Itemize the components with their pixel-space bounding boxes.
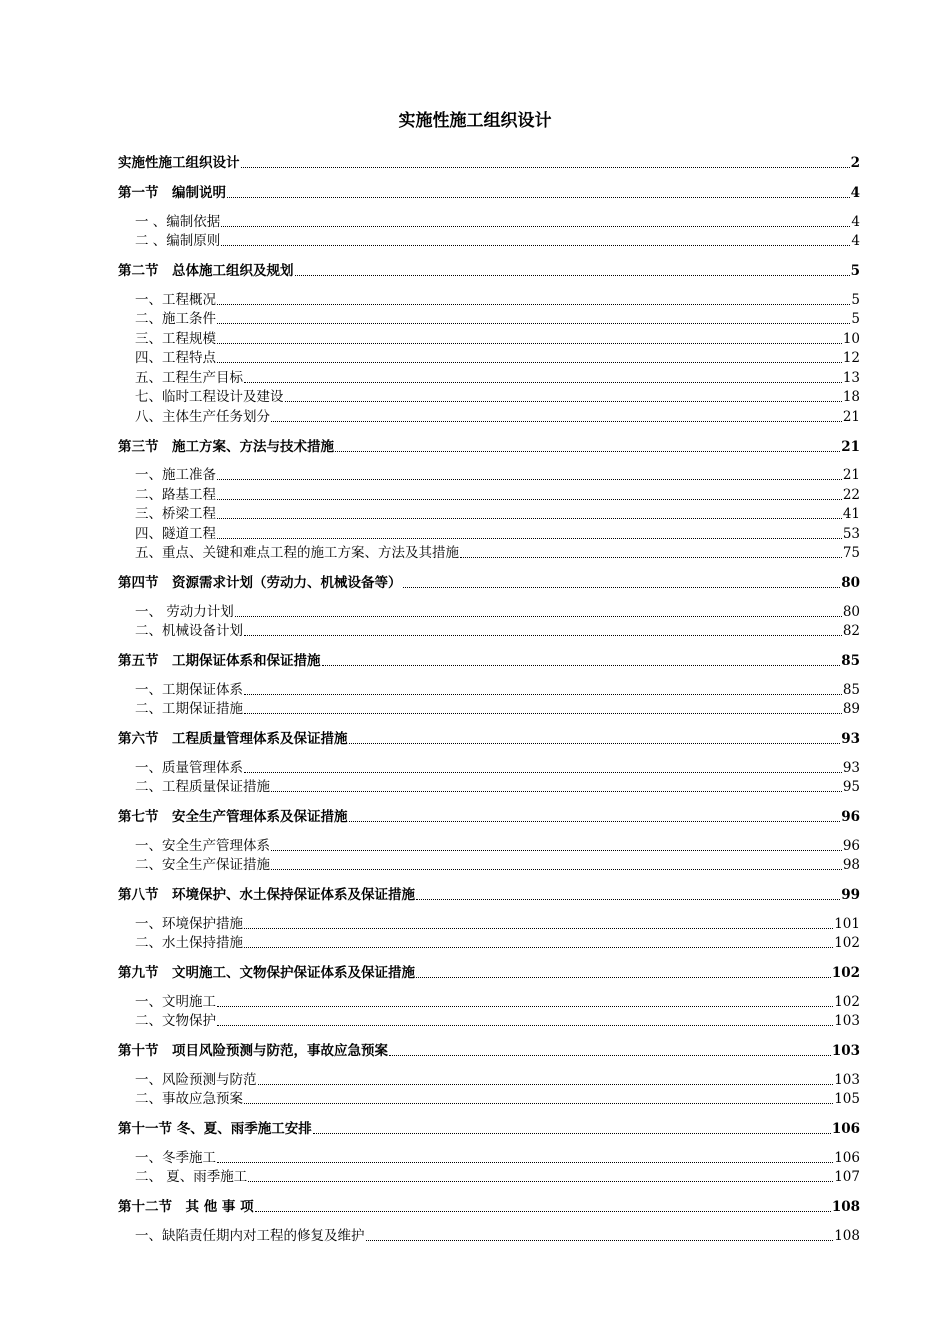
toc-dot-leader	[227, 197, 850, 198]
toc-subsection-entry[interactable]	[118, 387, 860, 407]
toc-dot-leader	[285, 401, 842, 402]
toc-dot-leader	[349, 821, 841, 822]
toc-section-entry[interactable]	[118, 728, 860, 748]
toc-subsection-entry[interactable]	[118, 211, 860, 231]
toc-entry-label: 第八节 环境保护、水土保持保证体系及保证措施	[118, 887, 415, 903]
toc-subsection-entry[interactable]	[118, 991, 860, 1011]
toc-entry-label: 第十一节 冬、夏、雨季施工安排	[118, 1121, 312, 1137]
toc-page-number: 21	[841, 438, 860, 455]
toc-entry-label: 一、工期保证体系	[135, 681, 243, 698]
toc-dot-leader	[244, 1103, 833, 1104]
toc-subsection-entry[interactable]	[118, 1011, 860, 1031]
toc-subsection-entry[interactable]	[118, 913, 860, 933]
toc-dot-leader	[217, 499, 842, 500]
toc-dot-leader	[221, 226, 850, 227]
toc-entry-label: 第三节 施工方案、方法与技术措施	[118, 438, 334, 455]
toc-entry-label: 第二节 总体施工组织及规划	[118, 263, 294, 279]
toc-dot-leader	[335, 451, 840, 452]
toc-section-entry[interactable]	[118, 1118, 860, 1138]
toc-entry-label: 二、施工条件	[135, 311, 216, 327]
toc-entry-label: 实施性施工组织设计	[118, 155, 240, 171]
toc-page-number: 5	[851, 291, 860, 308]
toc-entry-label: 二、 夏、雨季施工	[135, 1169, 248, 1185]
toc-subsection-entry[interactable]	[118, 231, 860, 251]
toc-subsection-entry[interactable]	[118, 406, 860, 426]
toc-subsection-entry[interactable]	[118, 348, 860, 368]
toc-subsection-entry[interactable]	[118, 367, 860, 387]
toc-dot-leader	[217, 479, 842, 480]
toc-entry-label: 一、环境保护措施	[135, 915, 243, 932]
toc-subsection-entry[interactable]	[118, 309, 860, 329]
toc-subsection-entry[interactable]	[118, 933, 860, 953]
toc-subsection-entry[interactable]	[118, 1167, 860, 1187]
toc-page-number: 89	[842, 701, 860, 717]
toc-subsection-entry[interactable]	[118, 777, 860, 797]
toc-subsection-entry[interactable]	[118, 1069, 860, 1089]
toc-page-number: 93	[842, 759, 860, 776]
toc-section-entry[interactable]	[118, 152, 860, 172]
toc-page-number: 13	[842, 369, 860, 386]
toc-section-entry[interactable]	[118, 884, 860, 904]
toc-entry-label: 一、风险预测与防范	[135, 1071, 257, 1088]
toc-page-number: 10	[842, 330, 860, 347]
toc-dot-leader	[389, 1055, 831, 1056]
toc-entry-label: 二、工程质量保证措施	[135, 779, 270, 795]
toc-entry-label: 三、工程规模	[135, 330, 216, 347]
toc-page-number: 101	[834, 915, 860, 932]
toc-section-entry[interactable]	[118, 260, 860, 280]
toc-page-number: 106	[831, 1121, 860, 1137]
toc-dot-leader	[244, 382, 842, 383]
toc-subsection-entry[interactable]	[118, 855, 860, 875]
toc-entry-label: 第九节 文明施工、文物保护保证体系及保证措施	[118, 965, 415, 981]
toc-page-number: 85	[842, 681, 860, 698]
toc-page-number: 108	[831, 1199, 860, 1215]
toc-entry-label: 一、 劳动力计划	[135, 603, 234, 620]
toc-entry-label: 二、安全生产保证措施	[135, 857, 270, 873]
toc-dot-leader	[366, 1240, 834, 1241]
toc-page-number: 85	[841, 653, 860, 669]
toc-dot-leader	[217, 1162, 833, 1163]
toc-entry-label: 二、机械设备计划	[135, 623, 243, 639]
toc-entry-label: 四、隧道工程	[135, 525, 216, 542]
toc-entry-label: 五、重点、关键和难点工程的施工方案、方法及其措施	[135, 545, 459, 561]
toc-page-number: 103	[834, 1013, 860, 1029]
toc-entry-label: 第四节 资源需求计划（劳动力、机械设备等）	[118, 575, 402, 591]
toc-entry-label: 二、文物保护	[135, 1013, 216, 1029]
toc-dot-leader	[244, 947, 833, 948]
table-of-contents	[118, 148, 860, 1245]
toc-page-number: 95	[842, 779, 860, 795]
toc-dot-leader	[217, 538, 842, 539]
toc-dot-leader	[217, 343, 842, 344]
toc-entry-label: 一、文明施工	[135, 993, 216, 1010]
toc-subsection-entry[interactable]	[118, 1089, 860, 1109]
toc-dot-leader	[244, 713, 842, 714]
toc-entry-label: 三、桥梁工程	[135, 506, 216, 522]
toc-subsection-entry[interactable]	[118, 699, 860, 719]
toc-dot-leader	[244, 772, 842, 773]
toc-entry-label: 一、冬季施工	[135, 1149, 216, 1166]
toc-subsection-entry[interactable]	[118, 504, 860, 524]
toc-entry-label: 第一节 编制说明	[118, 185, 226, 201]
toc-page-number: 80	[842, 603, 860, 620]
toc-section-entry[interactable]	[118, 182, 860, 202]
toc-page-number: 108	[834, 1227, 860, 1244]
toc-section-entry[interactable]	[118, 1040, 860, 1060]
toc-dot-leader	[255, 1211, 831, 1212]
toc-dot-leader	[244, 635, 842, 636]
toc-page-number: 21	[842, 467, 860, 483]
toc-dot-leader	[217, 304, 850, 305]
toc-entry-label: 八、主体生产任务划分	[135, 408, 270, 425]
toc-entry-label: 二、事故应急预案	[135, 1091, 243, 1107]
toc-subsection-entry[interactable]	[118, 621, 860, 641]
toc-dot-leader	[217, 1025, 833, 1026]
toc-entry-label: 二、路基工程	[135, 486, 216, 503]
toc-dot-leader	[403, 587, 841, 588]
toc-page-number: 107	[834, 1169, 860, 1185]
toc-subsection-entry[interactable]	[118, 601, 860, 621]
toc-entry-label: 五、工程生产目标	[135, 369, 243, 386]
toc-page-number: 18	[842, 389, 860, 405]
toc-page-number: 93	[841, 731, 860, 747]
toc-entry-label: 一、安全生产管理体系	[135, 837, 270, 854]
toc-dot-leader	[295, 275, 850, 276]
toc-page-number: 102	[831, 965, 860, 981]
toc-page-number: 4	[851, 213, 860, 230]
toc-entry-label: 二、水土保持措施	[135, 935, 243, 951]
toc-section-entry[interactable]	[118, 962, 860, 982]
toc-page-number: 12	[842, 350, 860, 366]
toc-page-number: 53	[842, 525, 860, 542]
document-title: 实施性施工组织设计	[398, 111, 552, 131]
toc-page-number: 106	[834, 1149, 860, 1166]
toc-dot-leader	[349, 743, 841, 744]
toc-page-number: 99	[841, 887, 860, 903]
toc-entry-label: 一、缺陷责任期内对工程的修复及维护	[135, 1227, 365, 1244]
toc-dot-leader	[258, 1084, 834, 1085]
toc-page-number: 82	[842, 623, 860, 639]
toc-section-entry[interactable]	[118, 1196, 860, 1216]
toc-page-number: 80	[841, 575, 860, 591]
toc-dot-leader	[217, 323, 850, 324]
toc-entry-label: 第六节 工程质量管理体系及保证措施	[118, 731, 348, 747]
toc-page-number: 21	[842, 408, 860, 425]
toc-entry-label: 第七节 安全生产管理体系及保证措施	[118, 809, 348, 825]
toc-subsection-entry[interactable]	[118, 757, 860, 777]
toc-page-number: 98	[842, 857, 860, 873]
toc-section-entry[interactable]	[118, 572, 860, 592]
toc-entry-label: 七、临时工程设计及建设	[135, 389, 284, 405]
toc-page-number: 22	[842, 486, 860, 503]
toc-dot-leader	[244, 694, 842, 695]
toc-dot-leader	[241, 167, 850, 168]
toc-dot-leader	[217, 362, 842, 363]
toc-dot-leader	[271, 421, 842, 422]
toc-entry-label: 第十节 项目风险预测与防范，事故应急预案	[118, 1043, 388, 1059]
toc-page-number: 2	[850, 155, 860, 171]
toc-page-number: 41	[842, 506, 860, 522]
toc-page-number: 5	[851, 311, 860, 327]
toc-page-number: 5	[850, 263, 860, 279]
toc-entry-label: 一 、编制依据	[135, 213, 221, 230]
toc-dot-leader	[416, 899, 840, 900]
toc-entry-label: 二、工期保证措施	[135, 701, 243, 717]
toc-dot-leader	[460, 557, 842, 558]
toc-subsection-entry[interactable]	[118, 484, 860, 504]
toc-page-number: 102	[834, 935, 860, 951]
toc-entry-label: 二 、编制原则	[135, 233, 221, 249]
toc-dot-leader	[217, 518, 842, 519]
toc-page-number: 96	[841, 809, 860, 825]
toc-dot-leader	[313, 1133, 831, 1134]
toc-subsection-entry[interactable]	[118, 679, 860, 699]
toc-entry-label: 第十二节 其 他 事 项	[118, 1199, 254, 1215]
toc-page-number: 96	[842, 837, 860, 854]
toc-subsection-entry[interactable]	[118, 1225, 860, 1245]
toc-subsection-entry[interactable]	[118, 289, 860, 309]
toc-dot-leader	[416, 977, 831, 978]
toc-section-entry[interactable]	[118, 806, 860, 826]
toc-entry-label: 一、质量管理体系	[135, 759, 243, 776]
toc-subsection-entry[interactable]	[118, 465, 860, 485]
toc-dot-leader	[271, 791, 842, 792]
toc-subsection-entry[interactable]	[118, 523, 860, 543]
toc-page-number: 4	[851, 233, 860, 249]
toc-dot-leader	[217, 1006, 833, 1007]
toc-dot-leader	[244, 928, 833, 929]
toc-dot-leader	[235, 616, 842, 617]
toc-section-entry[interactable]	[118, 650, 860, 670]
toc-page-number: 103	[834, 1071, 860, 1088]
toc-dot-leader	[322, 665, 841, 666]
toc-dot-leader	[221, 245, 850, 246]
toc-page-number: 105	[834, 1091, 860, 1107]
toc-page-number: 4	[850, 185, 860, 201]
toc-section-entry[interactable]	[118, 436, 860, 456]
toc-subsection-entry[interactable]	[118, 328, 860, 348]
toc-page-number: 102	[834, 993, 860, 1010]
toc-page-number: 103	[831, 1043, 860, 1059]
toc-entry-label: 四、工程特点	[135, 350, 216, 366]
toc-subsection-entry[interactable]	[118, 543, 860, 563]
toc-page-number: 75	[842, 545, 860, 561]
toc-dot-leader	[271, 850, 842, 851]
toc-dot-leader	[271, 869, 842, 870]
toc-subsection-entry[interactable]	[118, 835, 860, 855]
toc-entry-label: 一、工程概况	[135, 291, 216, 308]
toc-dot-leader	[248, 1181, 833, 1182]
toc-entry-label: 第五节 工期保证体系和保证措施	[118, 653, 321, 669]
toc-subsection-entry[interactable]	[118, 1147, 860, 1167]
toc-entry-label: 一、施工准备	[135, 467, 216, 483]
